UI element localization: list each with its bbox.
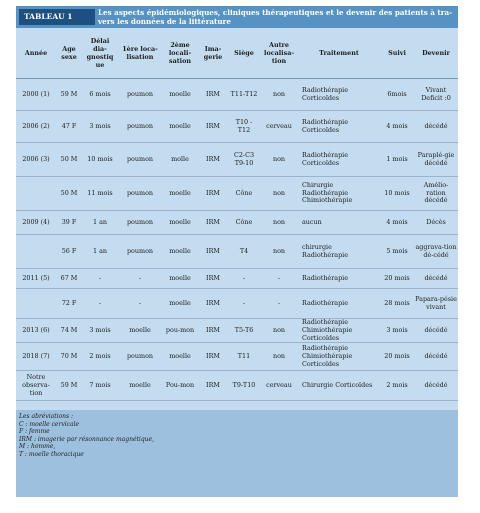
- cell-devenir: décédé: [414, 319, 458, 343]
- cell-devenir: Paraplé-gie décédé: [414, 143, 458, 177]
- cell-autre: non: [260, 143, 298, 177]
- cell-age: 47 F: [56, 111, 82, 143]
- cell-traitement: Chirurgie Radiothérapie Chimiothérapie: [298, 177, 380, 211]
- cell-traitement: Radiothérapie Corticoïdes: [298, 111, 380, 143]
- cell-annee: 2006 (2): [16, 111, 56, 143]
- cell-loc1: poumon: [118, 143, 162, 177]
- cell-delai: -: [82, 289, 118, 319]
- header-loc2: 2ème locali-sation: [162, 30, 198, 79]
- cell-traitement: Radiothérapie Chimiothérapie Corticoïdes: [298, 343, 380, 371]
- table-row: [16, 235, 458, 269]
- cell-traitement: Radiothérapie Corticoïdes: [298, 143, 380, 177]
- cell-imagerie: IRM: [198, 343, 228, 371]
- footnote-line: M : homme,: [19, 443, 56, 451]
- cell-annee: 2009 (4): [16, 211, 56, 235]
- cell-autre: -: [260, 289, 298, 319]
- cell-autre: non: [260, 343, 298, 371]
- header-autre: Autre localisa-tion: [260, 30, 298, 79]
- table-row: [16, 143, 458, 177]
- cell-suivi: 10 mois: [380, 177, 414, 211]
- literature-table: [16, 30, 458, 401]
- cell-age: 74 M: [56, 319, 82, 343]
- cell-loc1: moelle: [118, 371, 162, 401]
- cell-autre: cerveau: [260, 371, 298, 401]
- table-row: [16, 269, 458, 289]
- header-delai: Délai dia-gnostiq ue: [82, 30, 118, 79]
- cell-loc2: moelle: [162, 177, 198, 211]
- cell-loc2: moelle: [162, 111, 198, 143]
- table-row: [16, 289, 458, 319]
- cell-loc1: -: [118, 289, 162, 319]
- cell-loc2: moelle: [162, 211, 198, 235]
- cell-delai: 2 mois: [82, 343, 118, 371]
- table-card: [16, 6, 458, 497]
- header-imagerie: Ima-gerie: [198, 30, 228, 79]
- table-row: [16, 343, 458, 371]
- cell-age: 72 F: [56, 289, 82, 319]
- cell-devenir: décédé: [414, 269, 458, 289]
- header-age-sexe: Age sexe: [56, 30, 82, 79]
- header-row: [16, 30, 458, 79]
- cell-annee: 2011 (5): [16, 269, 56, 289]
- cell-annee: 2006 (3): [16, 143, 56, 177]
- cell-suivi: 20 mois: [380, 343, 414, 371]
- cell-age: 59 M: [56, 79, 82, 111]
- cell-traitement: aucun: [298, 211, 380, 235]
- cell-loc1: poumon: [118, 343, 162, 371]
- cell-delai: 10 mois: [82, 143, 118, 177]
- cell-autre: non: [260, 177, 298, 211]
- header-traitement: Traitement: [298, 30, 380, 79]
- cell-annee: [16, 235, 56, 269]
- cell-siege: T11: [228, 343, 260, 371]
- table-row: [16, 79, 458, 111]
- cell-autre: -: [260, 269, 298, 289]
- cell-traitement: Radiothérapie: [298, 289, 380, 319]
- table-title: [98, 8, 453, 26]
- cell-suivi: 28 mois: [380, 289, 414, 319]
- header-suivi: Suivi: [380, 30, 414, 79]
- header-devenir: Devenir: [414, 30, 458, 79]
- cell-imagerie: IRM: [198, 211, 228, 235]
- cell-traitement: Chirurgie Corticoïdes: [298, 371, 380, 401]
- cell-loc2: moelle: [162, 289, 198, 319]
- table-row: [16, 319, 458, 343]
- table-row: [16, 111, 458, 143]
- cell-imagerie: IRM: [198, 177, 228, 211]
- cell-devenir: Vivant Deficit :0: [414, 79, 458, 111]
- cell-age: 59 M: [56, 371, 82, 401]
- cell-age: 70 M: [56, 343, 82, 371]
- cell-imagerie: IRM: [198, 319, 228, 343]
- cell-siege: -: [228, 289, 260, 319]
- cell-siege: C2-C3 T9-10: [228, 143, 260, 177]
- cell-imagerie: IRM: [198, 111, 228, 143]
- cell-loc2: moelle: [162, 343, 198, 371]
- cell-traitement: Radiothérapie Chimiothérapie Corticoïdes: [298, 319, 380, 343]
- cell-loc1: poumon: [118, 111, 162, 143]
- cell-delai: 6 mois: [82, 79, 118, 111]
- footnote-line: F : femme: [19, 428, 50, 436]
- cell-devenir: aggrava-tion dé-cédé: [414, 235, 458, 269]
- cell-imagerie: IRM: [198, 289, 228, 319]
- cell-loc1: moelle: [118, 319, 162, 343]
- cell-loc1: -: [118, 269, 162, 289]
- cell-annee: 2000 (1): [16, 79, 56, 111]
- cell-autre: non: [260, 235, 298, 269]
- cell-delai: 7 mois: [82, 371, 118, 401]
- header-siege: Siège: [228, 30, 260, 79]
- cell-loc1: poumon: [118, 211, 162, 235]
- cell-siege: T9-T10: [228, 371, 260, 401]
- cell-suivi: 5 mois: [380, 235, 414, 269]
- cell-siege: T4: [228, 235, 260, 269]
- cell-age: 50 M: [56, 177, 82, 211]
- cell-annee: Notre observa-tion: [16, 371, 56, 401]
- cell-devenir: décédé: [414, 371, 458, 401]
- cell-imagerie: IRM: [198, 143, 228, 177]
- cell-delai: 3 mois: [82, 111, 118, 143]
- cell-age: 56 F: [56, 235, 82, 269]
- cell-loc1: poumon: [118, 235, 162, 269]
- cell-traitement: chirurgie Radiothérapie: [298, 235, 380, 269]
- cell-suivi: 20 mois: [380, 269, 414, 289]
- footnote-line: C : moelle cervicale: [19, 420, 80, 428]
- cell-loc1: poumon: [118, 177, 162, 211]
- header-loc1: 1ère loca-lisation: [118, 30, 162, 79]
- footnote-line: IRM : imagerie par résonnance magnétique,: [19, 435, 154, 443]
- cell-suivi: 1 mois: [380, 143, 414, 177]
- cell-traitement: Radiothérapie: [298, 269, 380, 289]
- cell-suivi: 2 mois: [380, 371, 414, 401]
- cell-devenir: Papara-pésie vivant: [414, 289, 458, 319]
- header-annee: Année: [16, 30, 56, 79]
- cell-siege: T11-T12: [228, 79, 260, 111]
- cell-loc1: poumon: [118, 79, 162, 111]
- cell-siege: T10 - T12: [228, 111, 260, 143]
- cell-delai: 1 an: [82, 235, 118, 269]
- cell-imagerie: IRM: [198, 235, 228, 269]
- cell-siege: Cône: [228, 177, 260, 211]
- table-title-line-1: Les aspects épidémiologiques, cliniques thérapeutiques et le devenir des patients à tra-: [98, 8, 453, 17]
- cell-imagerie: IRM: [198, 269, 228, 289]
- cell-loc2: moelle: [162, 79, 198, 111]
- cell-annee: 2018 (7): [16, 343, 56, 371]
- cell-loc2: Pou-mon: [162, 371, 198, 401]
- table-row: [16, 211, 458, 235]
- cell-siege: Cône: [228, 211, 260, 235]
- cell-siege: T5-T6: [228, 319, 260, 343]
- cell-age: 39 F: [56, 211, 82, 235]
- cell-autre: non: [260, 79, 298, 111]
- cell-suivi: 3 mois: [380, 319, 414, 343]
- cell-siege: -: [228, 269, 260, 289]
- table-tag: TABLEAU 1: [19, 9, 95, 25]
- cell-autre: cerveau: [260, 111, 298, 143]
- cell-autre: non: [260, 319, 298, 343]
- cell-autre: non: [260, 211, 298, 235]
- cell-delai: 3 mois: [82, 319, 118, 343]
- table-title-bar: [16, 6, 458, 28]
- cell-loc2: moelle: [162, 269, 198, 289]
- cell-suivi: 4 mois: [380, 111, 414, 143]
- cell-devenir: Amélio-ration décédé: [414, 177, 458, 211]
- footnote-line: T : moelle thoracique: [19, 450, 84, 458]
- cell-imagerie: IRM: [198, 371, 228, 401]
- cell-annee: [16, 177, 56, 211]
- cell-delai: 1 an: [82, 211, 118, 235]
- table-title-line-2: vers les données de la littérature: [98, 17, 231, 26]
- cell-suivi: 6mois: [380, 79, 414, 111]
- cell-age: 67 M: [56, 269, 82, 289]
- cell-loc2: moelle: [162, 235, 198, 269]
- cell-delai: -: [82, 269, 118, 289]
- cell-age: 50 M: [56, 143, 82, 177]
- cell-imagerie: IRM: [198, 79, 228, 111]
- cell-annee: 2013 (6): [16, 319, 56, 343]
- cell-devenir: Décès: [414, 211, 458, 235]
- table-row: [16, 371, 458, 401]
- cell-traitement: Radiothérapie Corticoïdes: [298, 79, 380, 111]
- cell-loc2: pou-mon: [162, 319, 198, 343]
- footnote-line: Les abréviations :: [19, 413, 74, 420]
- cell-suivi: 4 mois: [380, 211, 414, 235]
- cell-devenir: décédé: [414, 111, 458, 143]
- abbreviations-footnote: [16, 410, 458, 497]
- cell-loc2: molle: [162, 143, 198, 177]
- table-row: [16, 177, 458, 211]
- cell-delai: 11 mois: [82, 177, 118, 211]
- cell-devenir: décédé: [414, 343, 458, 371]
- cell-annee: [16, 289, 56, 319]
